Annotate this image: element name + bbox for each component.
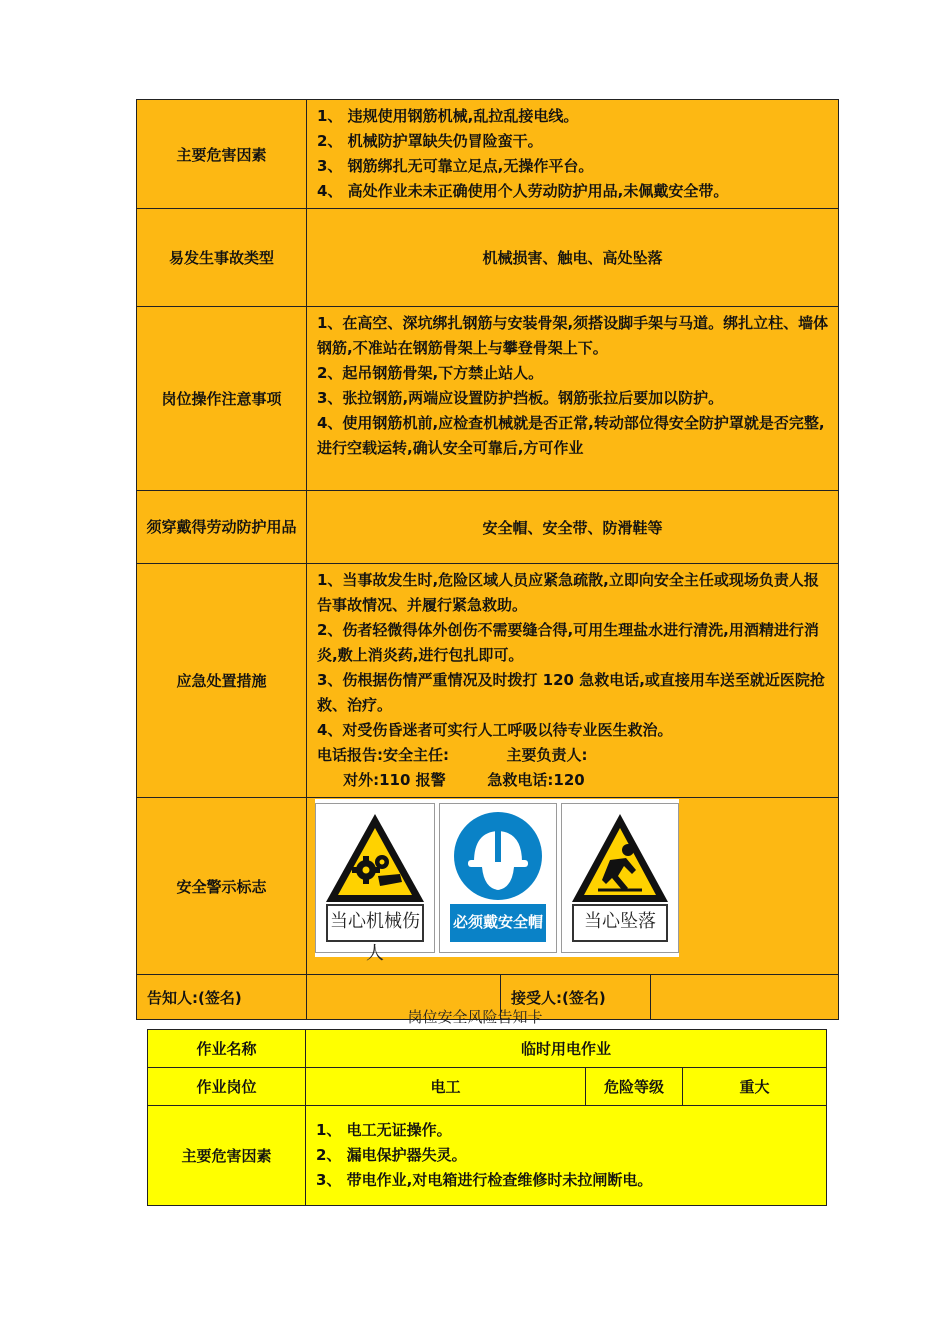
sign-hard-hat-required	[439, 803, 557, 953]
list-item: 3、伤根据伤情严重情况及时拨打 120 急救电话,或直接用车送至就近医院抢救、治疗。	[317, 671, 825, 714]
signs-panel	[315, 799, 679, 964]
hazards-label-2: 主要危害因素	[148, 1106, 306, 1206]
risk-level-value: 重大	[683, 1068, 827, 1106]
receiver-label: 接受人:(签名)	[501, 975, 651, 1020]
precautions-label: 岗位操作注意事项	[137, 307, 307, 491]
list-item: 1、 违规使用钢筋机械,乱拉乱接电线。	[317, 107, 579, 125]
job-name-value: 临时用电作业	[306, 1030, 827, 1068]
hazards-row	[137, 100, 839, 209]
list-item: 1、在高空、深坑绑扎钢筋与安装骨架,须搭设脚手架与马道。绑扎立柱、墙体钢筋,不准站在钢筋骨架上与攀登骨架上下。	[317, 314, 829, 357]
accident-types-row	[137, 209, 839, 307]
hazards-list	[307, 100, 839, 209]
list-item: 3、 钢筋绑扎无可靠立足点,无操作平台。	[317, 157, 594, 175]
list-item: 1、当事故发生时,危险区域人员应紧急疏散,立即向安全主任或现场负责人报告事故情况、并履行紧急救助。	[317, 571, 819, 614]
phone-report-line: 电话报告:安全主任: 主要负责人:	[317, 746, 588, 764]
list-item: 1、 电工无证操作。	[316, 1121, 452, 1139]
precautions-list	[307, 307, 839, 491]
ppe-row	[137, 491, 839, 564]
emergency-label: 应急处置措施	[137, 564, 307, 798]
ppe-label: 须穿戴得劳动防护用品	[137, 491, 307, 564]
gear-hand-warning-icon	[316, 804, 434, 909]
ppe-value: 安全帽、安全带、防滑鞋等	[307, 491, 839, 564]
falling-person-warning-icon	[562, 804, 678, 909]
sign-label: 当心机械伤人	[326, 904, 424, 942]
hazards-list-2	[306, 1106, 827, 1206]
emergency-row	[137, 564, 839, 798]
list-item: 3、 带电作业,对电箱进行检查维修时未拉闸断电。	[316, 1171, 653, 1189]
sign-label: 必须戴安全帽	[450, 904, 546, 942]
signs-row	[137, 798, 839, 975]
job-name-row	[148, 1030, 827, 1068]
list-item: 3、张拉钢筋,两端应设置防护挡板。钢筋张拉后要加以防护。	[317, 389, 724, 407]
list-item: 2、起吊钢筋骨架,下方禁止站人。	[317, 364, 544, 382]
list-item: 4、 高处作业未未正确使用个人劳动防护用品,未佩戴安全带。	[317, 182, 729, 200]
risk-level-label: 危险等级	[586, 1068, 683, 1106]
phone-external-line: 对外:110 报警 急救电话:120	[317, 771, 585, 789]
hazards-label: 主要危害因素	[137, 100, 307, 209]
list-item: 2、 机械防护罩缺失仍冒险蛮干。	[317, 132, 543, 150]
position-row	[148, 1068, 827, 1106]
card-caption: 岗位安全风险告知卡	[407, 1008, 543, 1026]
list-item: 2、伤者轻微得体外创伤不需要缝合得,可用生理盐水进行清洗,用酒精进行消炎,敷上消炎药,进行包扎即可。	[317, 621, 819, 664]
sign-mechanical-injury	[315, 803, 435, 964]
emergency-list	[307, 564, 839, 798]
accident-types-label: 易发生事故类型	[137, 209, 307, 307]
risk-card-1	[136, 99, 839, 1020]
signs-cell	[307, 798, 839, 975]
notifier-label: 告知人:(签名)	[137, 975, 307, 1020]
position-value: 电工	[306, 1068, 586, 1106]
list-item: 4、对受伤昏迷者可实行人工呼吸以待专业医生救治。	[317, 721, 673, 739]
list-item: 4、使用钢筋机前,应检查机械就是否正常,转动部位得安全防护罩就是否完整,进行空载运转,确认安全可靠后,方可作业	[317, 414, 825, 457]
risk-card-2	[147, 1029, 827, 1206]
position-label: 作业岗位	[148, 1068, 306, 1106]
hard-hat-mandatory-icon	[440, 804, 556, 909]
sign-fall-hazard	[561, 803, 679, 953]
precautions-row	[137, 307, 839, 491]
list-item: 2、 漏电保护器失灵。	[316, 1146, 467, 1164]
job-name-label: 作业名称	[148, 1030, 306, 1068]
hazards-row-2	[148, 1106, 827, 1206]
accident-types-value: 机械损害、触电、高处坠落	[307, 209, 839, 307]
sign-label: 当心坠落	[572, 904, 668, 942]
signs-label: 安全警示标志	[137, 798, 307, 975]
